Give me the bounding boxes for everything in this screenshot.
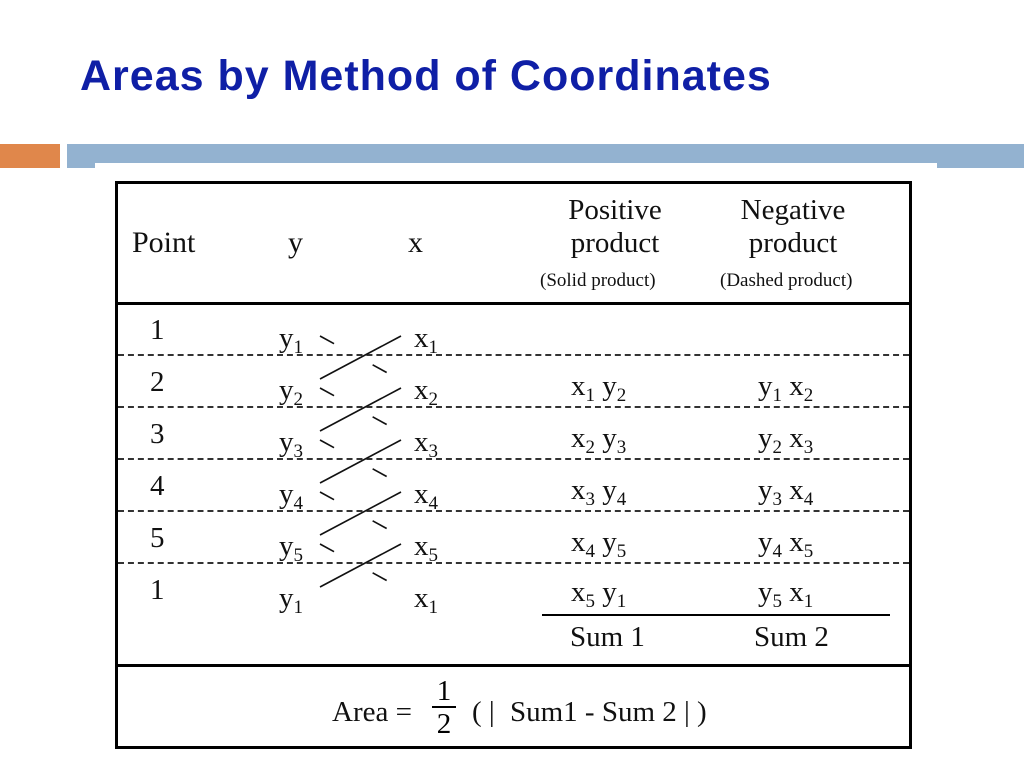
row2-negative-product: $y_1$ $x_2$ bbox=[758, 370, 814, 406]
row4-y: $y_4$ bbox=[279, 478, 303, 514]
header-negative-note: (Dashed product) bbox=[720, 270, 853, 291]
formula-divider bbox=[118, 664, 909, 667]
formula-fraction bbox=[432, 676, 456, 740]
header-positive-line1: Positive bbox=[568, 194, 662, 226]
formula-open: ( | bbox=[472, 696, 495, 728]
row3-point: 3 bbox=[150, 418, 165, 450]
dashed-line bbox=[320, 544, 404, 590]
sum1-label: Sum 1 bbox=[570, 621, 645, 653]
row3-x: $x_3$ bbox=[414, 426, 438, 462]
header-negative-line1: Negative bbox=[740, 194, 846, 226]
header-positive-note: (Solid product) bbox=[540, 270, 656, 291]
fraction-denominator: 2 bbox=[436, 708, 452, 740]
sum2-label: Sum 2 bbox=[754, 621, 829, 653]
formula-body: Sum1 - Sum 2 bbox=[510, 696, 677, 728]
coordinates-table bbox=[115, 181, 912, 749]
formula-lhs: Area = bbox=[332, 696, 412, 728]
row1-point: 1 bbox=[150, 314, 165, 346]
row1-y: $y_1$ bbox=[279, 322, 303, 358]
header-x: x bbox=[408, 226, 423, 259]
header-y: y bbox=[288, 226, 303, 259]
row4-point: 4 bbox=[150, 470, 165, 502]
header-positive-line2: product bbox=[570, 227, 660, 259]
row6-point: 1 bbox=[150, 574, 165, 606]
sum-underline bbox=[542, 614, 890, 616]
row2-x: $x_2$ bbox=[414, 374, 438, 410]
row5-negative-product: $y_4$ $x_5$ bbox=[758, 526, 814, 562]
slide-title: Areas by Method of Coordinates bbox=[80, 52, 772, 100]
header-point: Point bbox=[132, 226, 196, 259]
row5-positive-product: $x_4$ $y_5$ bbox=[571, 526, 627, 562]
dashed-line bbox=[320, 388, 404, 434]
row2-positive-product: $x_1$ $y_2$ bbox=[571, 370, 627, 406]
fraction-numerator: 1 bbox=[436, 675, 452, 707]
formula-close: | ) bbox=[684, 696, 707, 728]
row2-point: 2 bbox=[150, 366, 165, 398]
dashed-line bbox=[320, 336, 404, 382]
header-negative-line2: product bbox=[748, 227, 838, 259]
accent-bar-orange bbox=[0, 144, 60, 168]
row5-x: $x_5$ bbox=[414, 530, 438, 566]
row5-point: 5 bbox=[150, 522, 165, 554]
row3-negative-product: $y_2$ $x_3$ bbox=[758, 422, 814, 458]
row2-y: $y_2$ bbox=[279, 374, 303, 410]
row3-y: $y_3$ bbox=[279, 426, 303, 462]
row6-x: $x_1$ bbox=[414, 582, 438, 618]
cross-multiplication-lines bbox=[118, 184, 915, 644]
row6-negative-product: $y_5$ $x_1$ bbox=[758, 576, 814, 612]
dashed-line bbox=[320, 440, 404, 486]
row1-x: $x_1$ bbox=[414, 322, 438, 358]
row4-positive-product: $x_3$ $y_4$ bbox=[571, 474, 627, 510]
row6-positive-product: $x_5$ $y_1$ bbox=[571, 576, 627, 612]
row4-negative-product: $y_3$ $x_4$ bbox=[758, 474, 814, 510]
row3-positive-product: $x_2$ $y_3$ bbox=[571, 422, 627, 458]
row5-y: $y_5$ bbox=[279, 530, 303, 566]
row4-x: $x_4$ bbox=[414, 478, 438, 514]
row6-y: $y_1$ bbox=[279, 582, 303, 618]
dashed-line bbox=[320, 492, 404, 538]
